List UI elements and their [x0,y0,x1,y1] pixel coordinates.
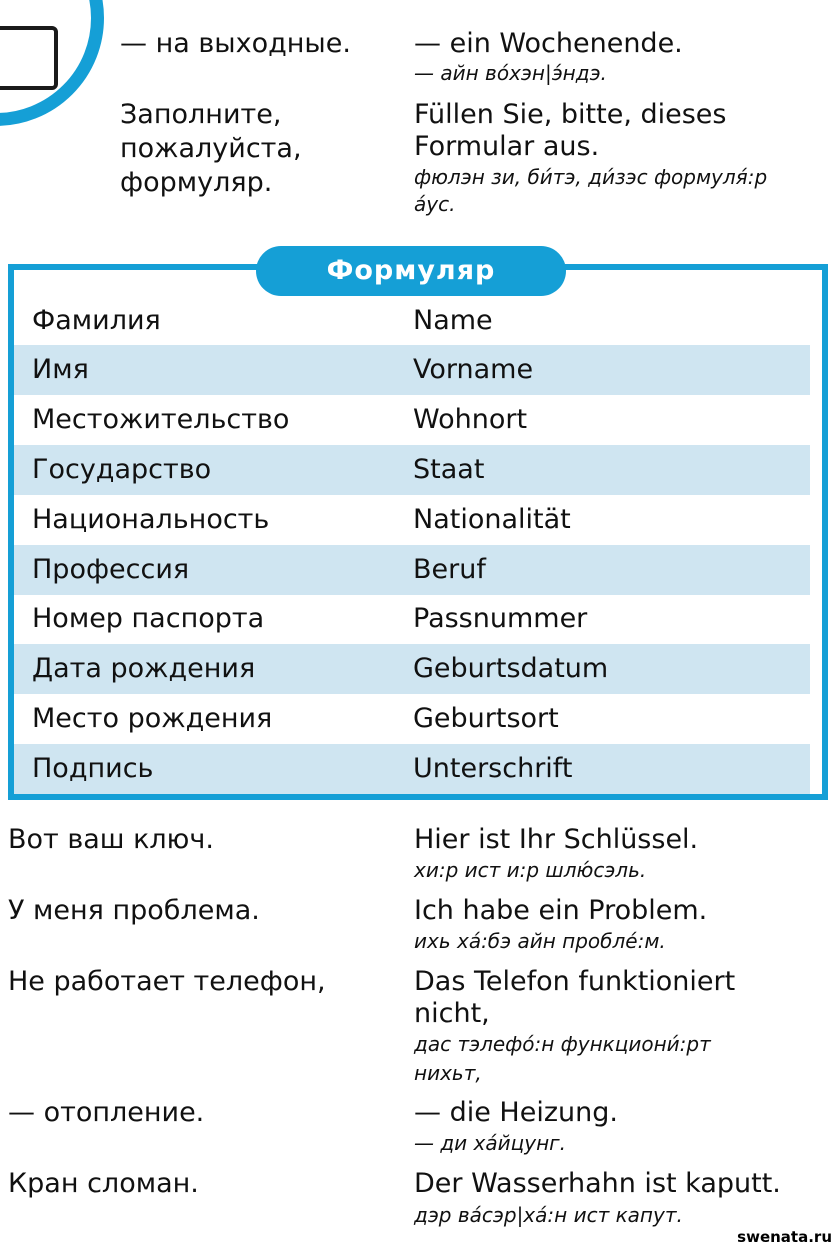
phrase-de-problem: Ich habe ein Problem. [414,895,708,926]
form-row [14,296,810,346]
phrase-ru-weekend: — на выходные. [120,28,351,59]
form-row-ru: Профессия [32,554,190,585]
phrase-tr-fill-form-line1: фюлэн зи, би́тэ, ди́зэс формуля́:р [414,165,768,189]
phrase-de-fill-form-line2: Formular aus. [414,131,600,162]
phrase-tr-problem: ихь ха́:бэ айн пробле́:м. [414,929,666,953]
form-row [14,395,810,445]
form-title: Формуляр [256,246,566,296]
phrase-de-fill-form-line1: Füllen Sie, bitte, dieses [414,99,727,130]
form-row-ru: Государство [32,454,212,485]
phrase-ru-heating: — отопление. [8,1097,205,1128]
form-row [14,694,810,744]
phrase-de-heating: — die Heizung. [414,1097,618,1128]
form-row-ru: Номер паспорта [32,603,265,634]
form-row [14,445,810,495]
phrase-ru-tap: Кран сломан. [8,1168,199,1199]
phrase-ru-fill-form-line2: пожалуйста, [120,133,302,164]
suitcase-icon [0,26,58,90]
phrase-tr-phone-line2: нихьт, [414,1061,482,1085]
form-row-ru: Имя [32,354,89,385]
form-row-de: Geburtsdatum [413,653,609,684]
form-row-de: Name [413,305,493,336]
phrase-tr-fill-form-line2: а́ус. [414,192,456,216]
phrase-ru-key: Вот ваш ключ. [8,824,214,855]
form-row [14,495,810,545]
form-row-ru: Национальность [32,504,270,535]
form-row [14,594,810,644]
form-row [14,744,810,794]
phrase-tr-key: хи:р ист и:р шлю́сэль. [414,858,647,882]
phrase-de-phone-line2: nicht, [414,998,490,1029]
form-row-de: Passnummer [413,603,588,634]
phrase-ru-fill-form-line1: Заполните, [120,99,282,130]
form-row-ru: Фамилия [32,305,161,336]
form-row [14,644,810,694]
form-row-de: Staat [413,454,485,485]
phrase-de-phone-line1: Das Telefon funktioniert [414,966,736,997]
phrase-ru-fill-form-line3: формуляр. [120,167,273,198]
phrase-tr-tap: дэр ва́сэр|ха́:н ист капут. [414,1203,683,1227]
form-row-de: Wohnort [413,404,528,435]
watermark: swenata.ru [737,1228,832,1246]
phrase-tr-heating: — ди ха́йцунг. [414,1131,567,1155]
form-row-de: Beruf [413,554,486,585]
form-row-de: Vorname [413,354,534,385]
form-row-de: Nationalität [413,504,571,535]
form-row-de: Unterschrift [413,753,573,784]
phrase-de-key: Hier ist Ihr Schlüssel. [414,824,699,855]
form-row-ru: Дата рождения [32,653,256,684]
phrase-ru-problem: У меня проблема. [8,895,260,926]
form-row-ru: Место рождения [32,703,273,734]
phrase-de-tap: Der Wasserhahn ist kaputt. [414,1168,781,1199]
form-row-ru: Подпись [32,753,154,784]
phrase-tr-weekend: — айн во́хэн|э́ндэ. [414,61,607,85]
form-row-ru: Местожительство [32,404,290,435]
form-row [14,545,810,595]
form-row-de: Geburtsort [413,703,559,734]
phrase-ru-phone: Не работает телефон, [8,966,326,997]
phrase-de-weekend: — ein Wochenende. [414,28,683,59]
phrase-tr-phone-line1: дас тэлефо́:н функциони́:рт [414,1032,711,1056]
form-row [14,345,810,395]
